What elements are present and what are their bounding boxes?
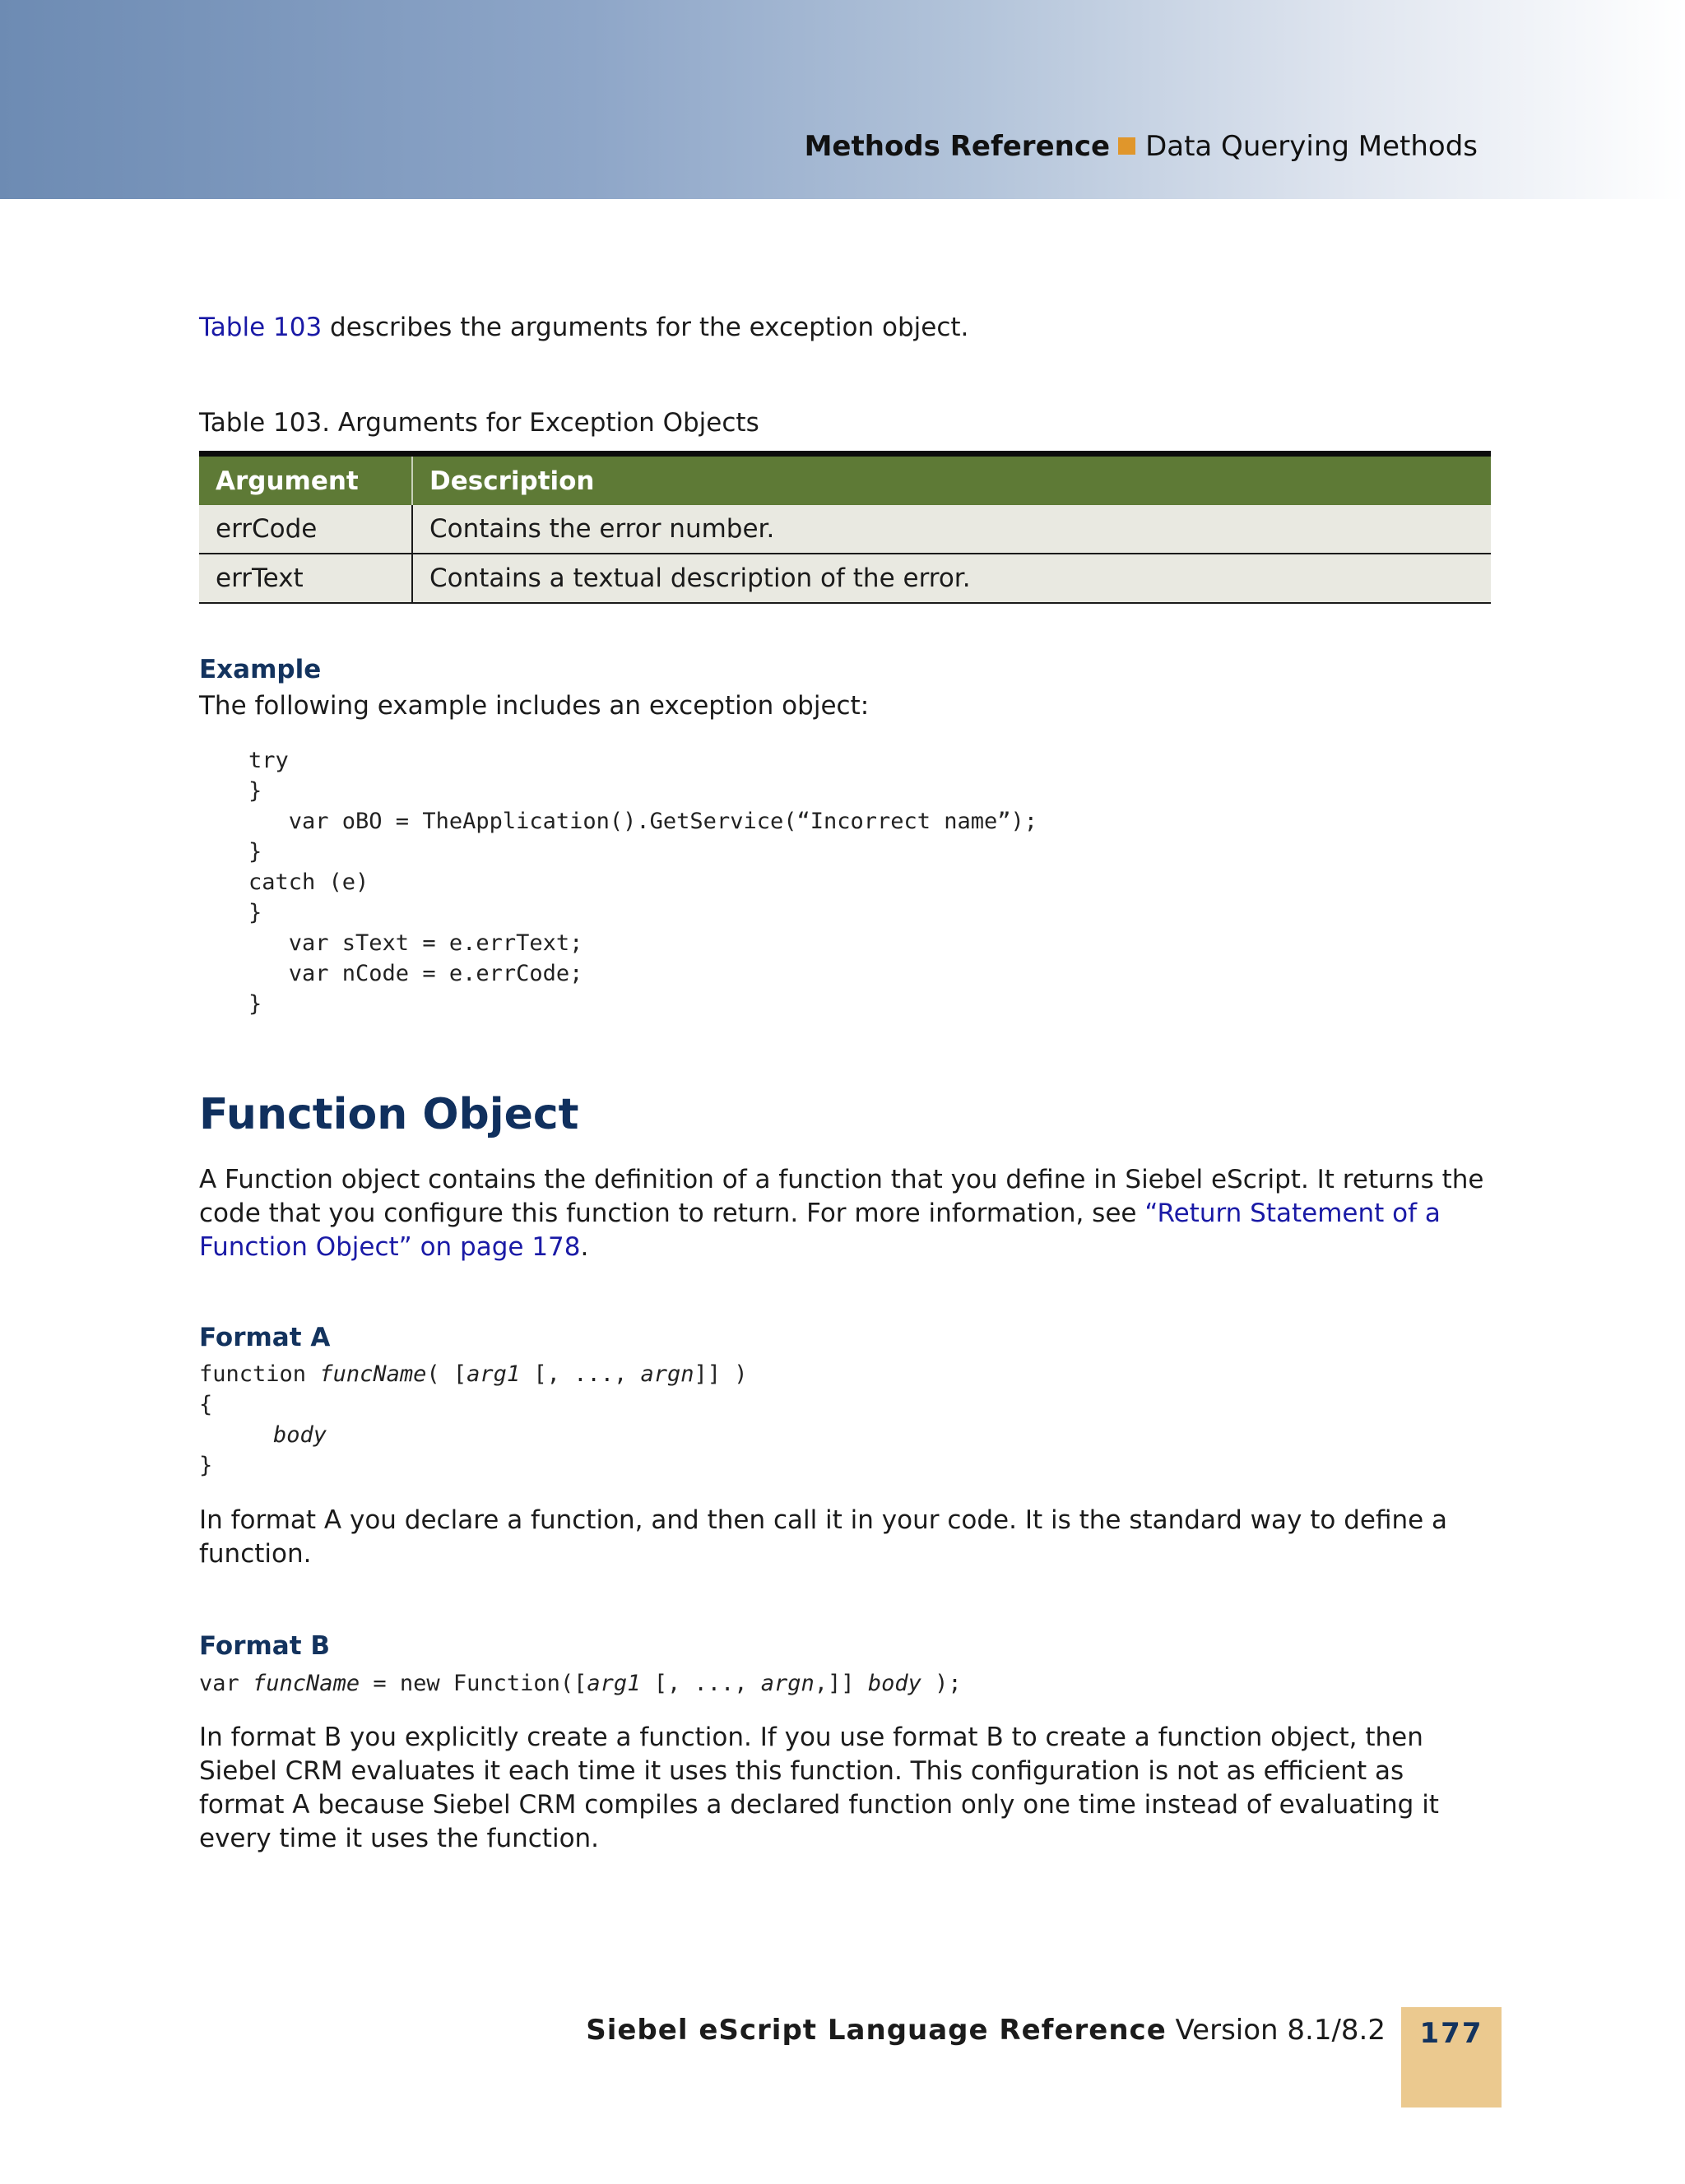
code-text: ( [ — [426, 1361, 467, 1387]
format-a-heading: Format A — [199, 1323, 331, 1352]
arguments-table — [199, 451, 1491, 604]
code-text: [, ..., — [640, 1671, 761, 1696]
intro-text: describes the arguments for the exception object. — [322, 313, 969, 342]
format-b-description: In format B you explicitly create a function. If you use format B to create a function object, then Siebel CRM evaluates it each time it uses this function. This configuration is not as efficient as format A because Siebel CRM compiles a declared function only one time instead of evaluating it every time it uses the function. — [199, 1723, 1439, 1853]
section-title: Function Object — [199, 1090, 579, 1139]
description-cell: Contains a textual description of the error. — [412, 554, 1491, 603]
table-header-row — [199, 454, 1491, 506]
code-line — [199, 1359, 748, 1389]
code-argn: argn — [760, 1671, 815, 1696]
code-line: catch (e) — [248, 869, 369, 895]
code-text: = new Function([ — [360, 1671, 587, 1696]
code-keyword: var — [199, 1671, 253, 1696]
code-line: } — [248, 900, 262, 925]
code-line: } — [248, 839, 262, 865]
format-b-code-line — [199, 1668, 962, 1699]
table-103-link[interactable]: Table 103 — [199, 313, 323, 342]
code-text: [, ..., — [520, 1361, 641, 1387]
column-header-argument: Argument — [199, 454, 412, 506]
column-header-description: Description — [412, 454, 1491, 506]
running-header — [805, 130, 1478, 163]
paragraph-end: . — [580, 1232, 589, 1262]
paragraph-text: A Function object contains the definition of a function that you define in Siebel eScript. It returns the code that you configure this function to return. For more information, see — [199, 1165, 1484, 1228]
return-statement-link[interactable]: “Return Statement of a Function Object” on page 178 — [199, 1199, 1441, 1262]
code-func-name: funcName — [319, 1361, 427, 1387]
book-version: Version 8.1/8.2 — [1166, 2014, 1386, 2047]
code-line: try — [248, 748, 289, 773]
code-line: { — [199, 1392, 213, 1417]
code-text: ); — [921, 1671, 962, 1696]
code-line: var oBO = TheApplication().GetService(“Incorrect name”); — [248, 809, 1038, 834]
intro-paragraph — [199, 313, 968, 342]
header-separator-square-icon — [1118, 137, 1135, 155]
page-number: 177 — [1419, 2017, 1483, 2050]
code-body: body — [867, 1671, 921, 1696]
code-line: } — [199, 1453, 213, 1478]
page-footer — [586, 2014, 1386, 2047]
function-object-paragraph — [199, 1163, 1495, 1264]
code-line: var sText = e.errText; — [248, 930, 583, 956]
code-arg1: arg1 — [587, 1671, 641, 1696]
format-a-description: In format A you declare a function, and then call it in your code. It is the standard way to define a function. — [199, 1505, 1448, 1569]
code-text: ,]] — [814, 1671, 868, 1696]
argument-cell: errText — [199, 554, 412, 603]
description-cell: Contains the error number. — [412, 505, 1491, 554]
code-argn: argn — [640, 1361, 694, 1387]
argument-cell: errCode — [199, 505, 412, 554]
code-keyword: function — [199, 1361, 320, 1387]
page-number-box — [1401, 2007, 1502, 2107]
code-arg1: arg1 — [467, 1361, 521, 1387]
header-section: Methods Reference — [804, 130, 1111, 163]
page-header-band — [0, 0, 1685, 199]
table-row — [199, 554, 1491, 603]
table-row — [199, 505, 1491, 554]
example-code-block — [248, 745, 1037, 1019]
code-line: var nCode = e.errCode; — [248, 961, 583, 986]
example-description: The following example includes an exception object: — [199, 691, 870, 721]
book-title: Siebel eScript Language Reference — [586, 2014, 1167, 2047]
example-heading: Example — [199, 655, 322, 684]
code-func-name: funcName — [253, 1671, 360, 1696]
header-subsection: Data Querying Methods — [1145, 130, 1478, 163]
code-text: ]] ) — [694, 1361, 748, 1387]
code-line: } — [248, 778, 262, 804]
format-b-heading: Format B — [199, 1631, 330, 1661]
format-a-code-block — [199, 1359, 748, 1481]
code-line — [199, 1420, 748, 1450]
table-caption: Table 103. Arguments for Exception Objects — [199, 408, 759, 438]
code-body: body — [273, 1422, 327, 1448]
code-line: } — [248, 991, 262, 1017]
